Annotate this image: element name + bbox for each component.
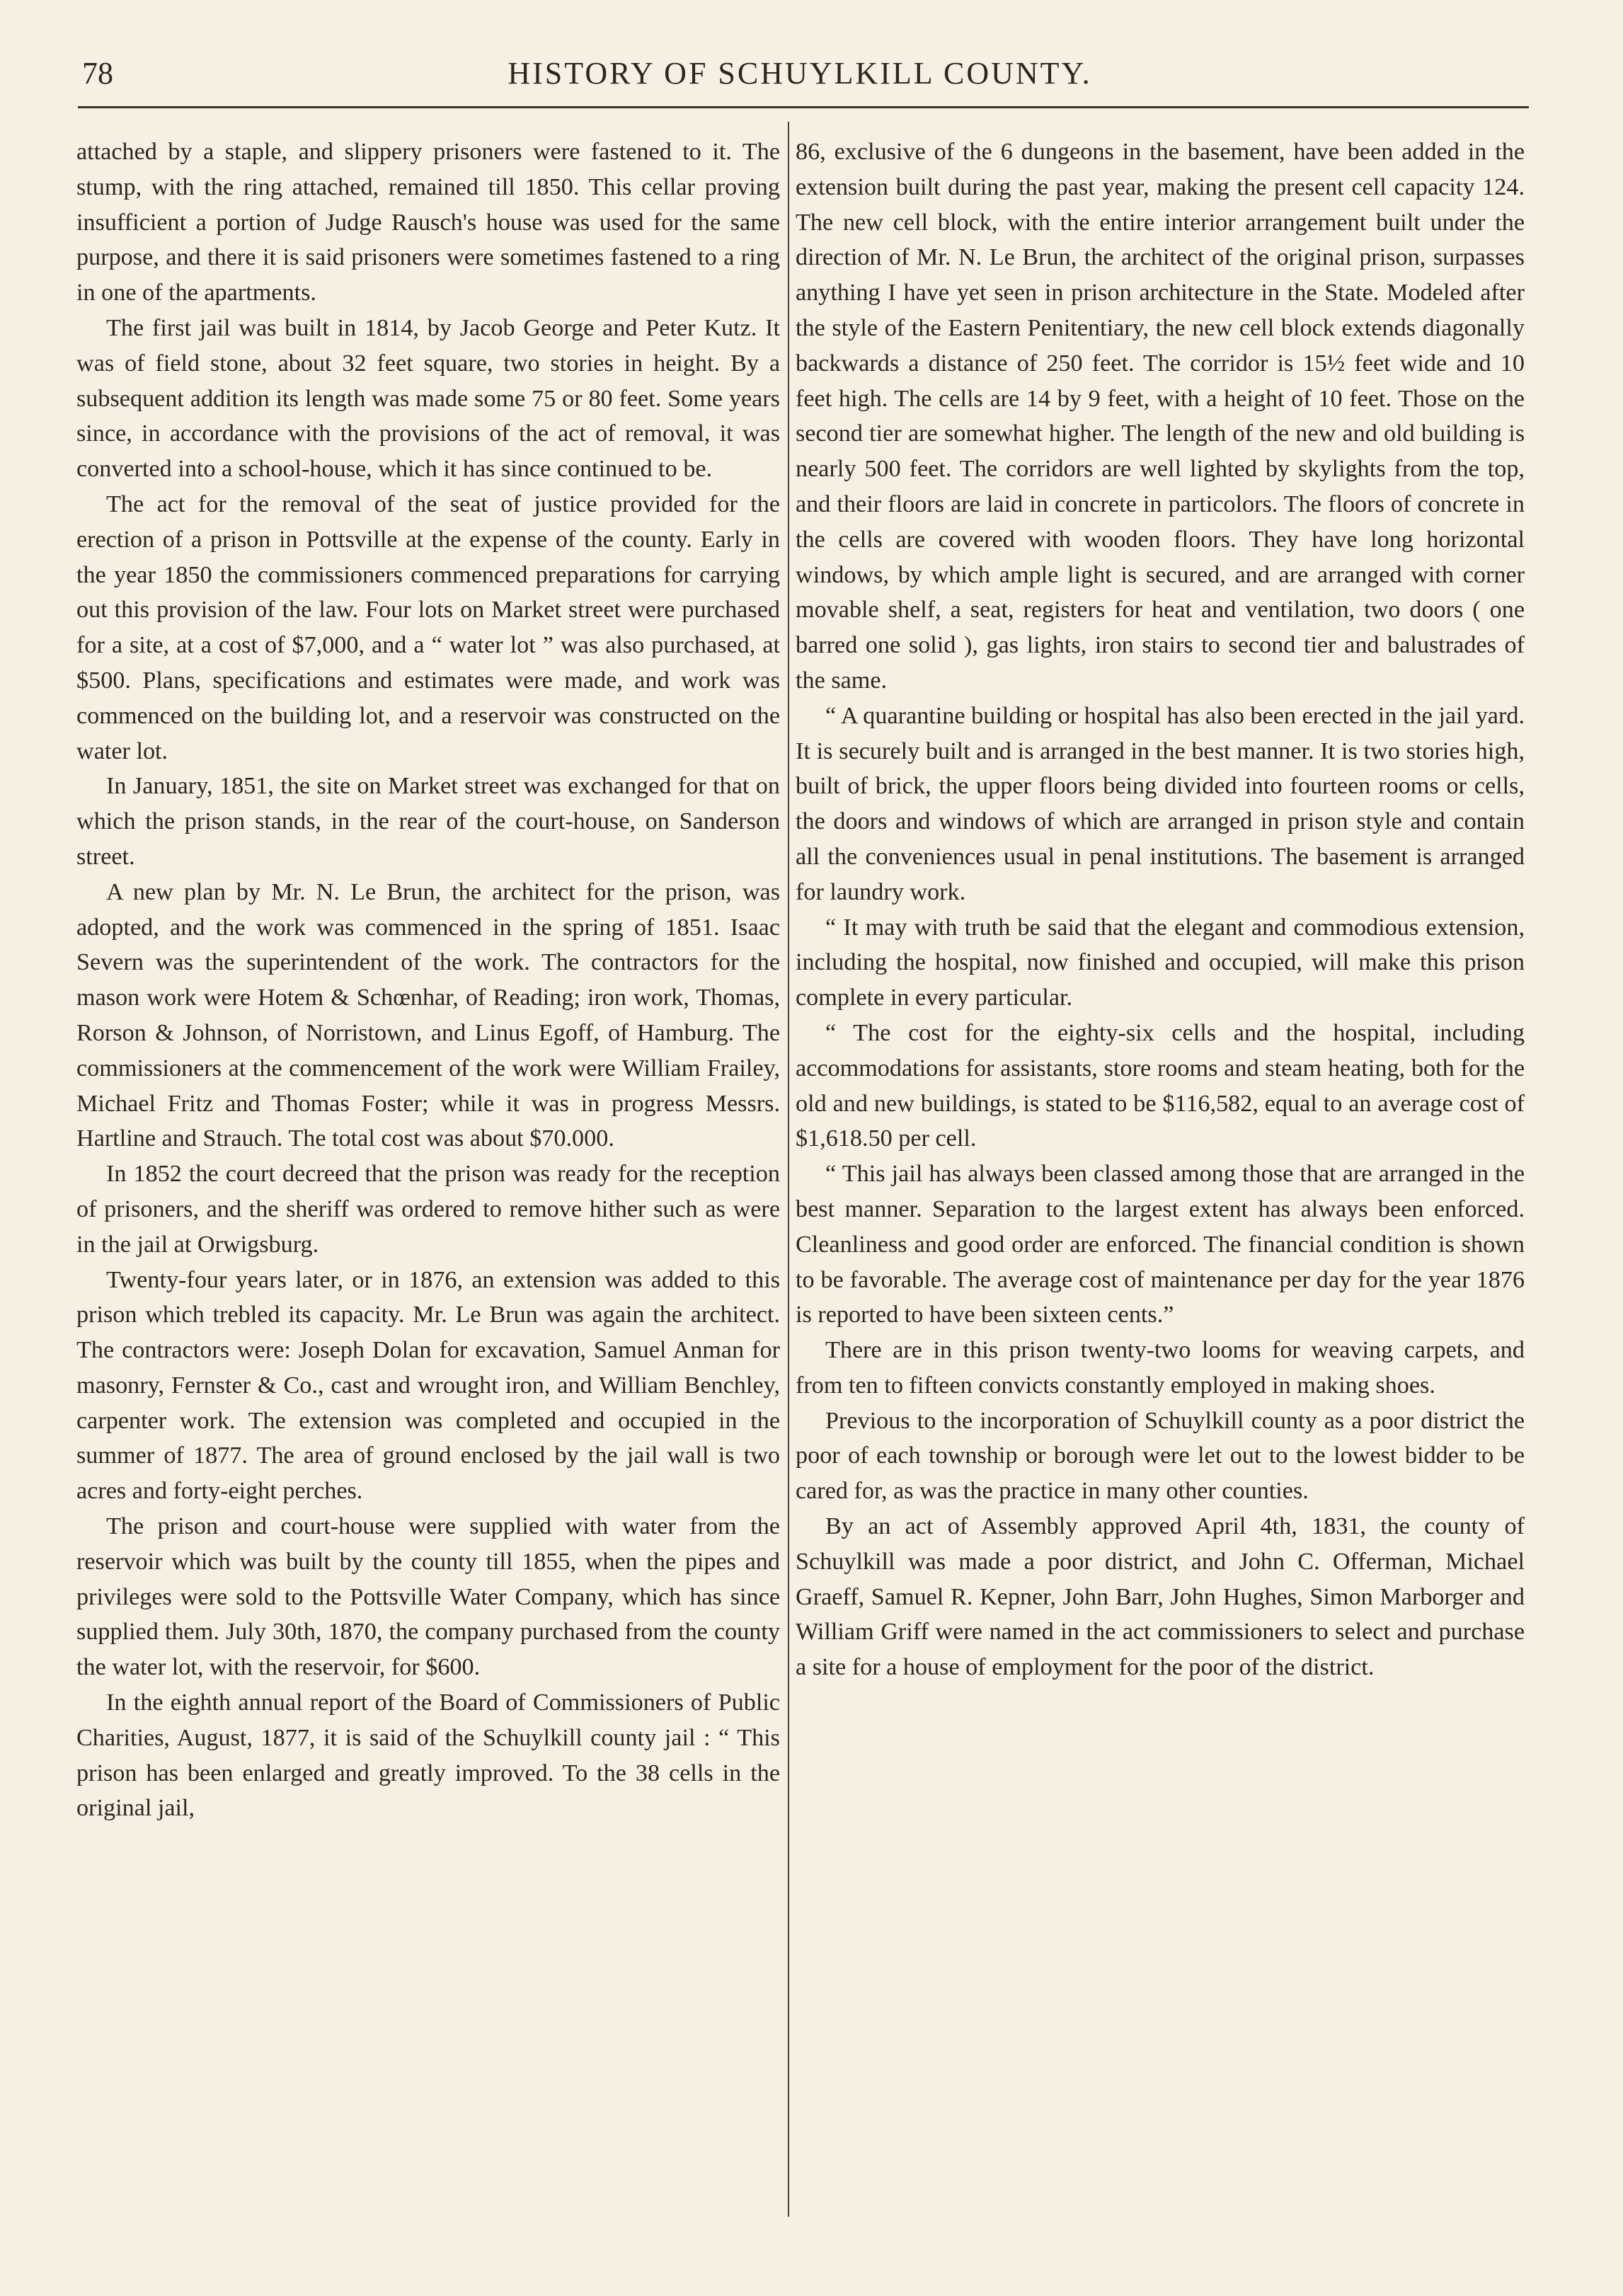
paragraph: “ The cost for the eighty-six cells and the hospital, including accommodations for assistants, store rooms and steam heating, both for the old and new buildings, is stated to be $116,582, equal to an average cost of $1,618.50 per cell.	[796, 1019, 1525, 1152]
running-title: HISTORY OF SCHUYLKILL COUNTY.	[507, 56, 1092, 91]
paragraph: Previous to the incorporation of Schuylkill county as a poor district the poor of each township or borough were let out to the lowest bidder to be cared for, as was the practice in many other counties.	[796, 1407, 1525, 1505]
paragraph: 86, exclusive of the 6 dungeons in the basement, have been added in the extension built during the past year, making the present cell capacity 124. The new cell block, with the entire interior arrangement built under the direction of Mr. N. Le Brun, the architect of the original prison, surpasses anything I have yet seen in prison architecture in the State. Modeled after the style of the Eastern Penitentiary, the new cell block extends diagonally backwards a distance of 250 feet. The corridor is 15½ feet wide and 10 feet high. The cells are 14 by 9 feet, with a height of 10 feet. Those on the second tier are somewhat higher. The length of the new and old building is nearly 500 feet. The corridors are well lighted by skylights from the top, and their floors are laid in concrete in particolors. The floors of concrete in the cells are covered with wooden floors. They have long horizontal windows, by which ample light is secured, and are arranged with corner movable shelf, a seat, registers for heat and ventilation, two doors ( one barred one solid ), gas lights, iron stairs to second tier and balustrades of the same.	[796, 139, 1525, 694]
paragraph: Twenty-four years later, or in 1876, an extension was added to this prison which trebled its capacity. Mr. Le Brun was again the architect. The contractors were: Joseph Dolan for excavation, Samuel Anman for masonry, Fernster & Co., cast and wrought iron, and William Benchley, carpenter work. The extension was completed and occupied in the summer of 1877. The area of ground enclosed by the jail wall is two acres and forty-eight perches.	[76, 1266, 780, 1505]
right-column	[796, 134, 1525, 1685]
left-column	[76, 134, 780, 1826]
page-header	[71, 51, 1529, 101]
paragraph: In 1852 the court decreed that the prison was ready for the reception of prisoners, and the sheriff was ordered to remove hither such as were in the jail at Orwigsburg.	[76, 1161, 780, 1258]
paragraph: “ This jail has always been classed among those that are arranged in the best manner. Separation to the largest extent has always been enforced. Cleanliness and good order are enforced. The financial condition is shown to be favorable. The average cost of maintenance per day for the year 1876 is reported to have been sixteen cents.”	[796, 1161, 1525, 1328]
paragraph: A new plan by Mr. N. Le Brun, the architect for the prison, was adopted, and the work was commenced in the spring of 1851. Isaac Severn was the superintendent of the work. The contractors for the mason work were Hotem & Schœnhar, of Reading; iron work, Thomas, Rorson & Johnson, of Norristown, and Linus Egoff, of Hamburg. The commissioners at the commencement of the work were William Frailey, Michael Fritz and Thomas Foster; while it was in progress Messrs. Hartline and Strauch. The total cost was about $70.000.	[76, 878, 780, 1152]
paragraph: There are in this prison twenty-two looms for weaving carpets, and from ten to fifteen convicts constantly employed in making shoes.	[796, 1337, 1525, 1399]
paragraph: In the eighth annual report of the Board of Commissioners of Public Charities, August, 1877, it is said of the Schuylkill county jail : “ This prison has been enlarged and greatly improved. To the 38 cells in the original jail,	[76, 1689, 780, 1822]
paragraph: attached by a staple, and slippery prisoners were fastened to it. The stump, with the ring attached, remained till 1850. This cellar proving insufficient a portion of Judge Rausch's house was used for the same purpose, and there it is said prisoners were sometimes fastened to a ring in one of the apartments.	[76, 139, 780, 306]
paragraph: “ A quarantine building or hospital has also been erected in the jail yard. It is securely built and is arranged in the best manner. It is two stories high, built of brick, the upper floors being divided into fourteen rooms or cells, the doors and windows of which are arranged in prison style and contain all the conveniences usual in penal institutions. The basement is arranged for laundry work.	[796, 702, 1525, 905]
column-divider	[788, 122, 789, 2217]
paragraph: “ It may with truth be said that the elegant and commodious extension, including the hospital, now finished and occupied, will make this prison complete in every particular.	[796, 914, 1525, 1011]
paragraph: In January, 1851, the site on Market street was exchanged for that on which the prison stands, in the rear of the court-house, on Sanderson street.	[76, 773, 780, 870]
header-rule	[78, 106, 1529, 108]
paragraph: By an act of Assembly approved April 4th, 1831, the county of Schuylkill was made a poor district, and John C. Offerman, Michael Graeff, Samuel R. Kepner, John Barr, John Hughes, Simon Marborger and William Griff were named in the act commissioners to select and purchase a site for a house of employment for the poor of the district.	[796, 1513, 1525, 1681]
paragraph: The first jail was built in 1814, by Jacob George and Peter Kutz. It was of field stone, about 32 feet square, two stories in height. By a subsequent addition its length was made some 75 or 80 feet. Some years since, in accordance with the provisions of the act of removal, it was converted into a school-house, which it has since continued to be.	[76, 314, 780, 483]
page-number: 78	[82, 56, 113, 91]
paragraph: The act for the removal of the seat of justice provided for the erection of a prison in Pottsville at the expense of the county. Early in the year 1850 the commissioners commenced preparations for carrying out this provision of the law. Four lots on Market street were purchased for a site, at a cost of $7,000, and a “ water lot ” was also purchased, at $500. Plans, specifications and estimates were made, and work was commenced on the building lot, and a reservoir was constructed on the water lot.	[76, 490, 780, 764]
paragraph: The prison and court-house were supplied with water from the reservoir which was built by the county till 1855, when the pipes and privileges were sold to the Pottsville Water Company, which has since supplied them. July 30th, 1870, the company purchased from the county the water lot, with the reservoir, for $600.	[76, 1513, 780, 1681]
